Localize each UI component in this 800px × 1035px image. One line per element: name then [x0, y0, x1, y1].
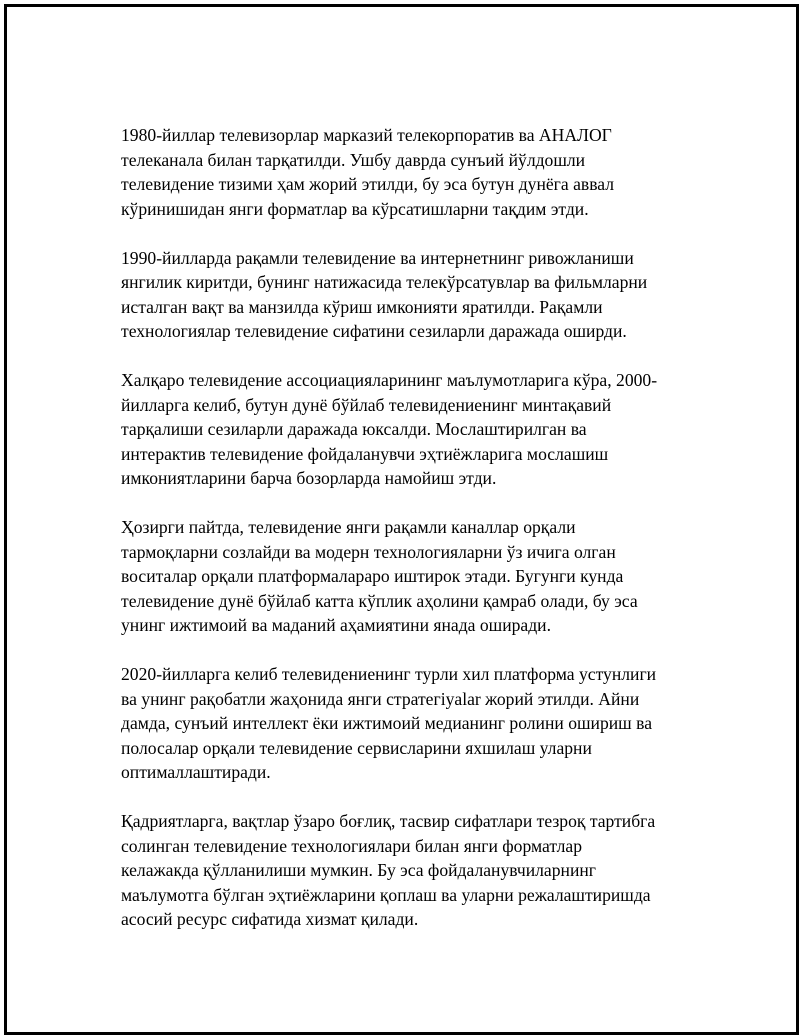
paragraph-5 [121, 662, 701, 785]
text-line: Қадриятларга, вақтлар ўзаро боғлиқ, тасвир сифатлари тезроқ тартибга [121, 811, 656, 831]
text-line: тармоқларни созлайди ва модерн технологияларни ўз ичига олган [121, 541, 616, 562]
text-line: унинг ижтимоий ва маданий аҳамиятини янада оширади. [121, 615, 551, 635]
paragraph-4 [121, 515, 701, 638]
text-line: Халқаро телевидение ассоциацияларининг маълумотларига кўра, 2000- [121, 370, 658, 390]
paragraph-3 [121, 368, 701, 491]
page-frame [4, 4, 799, 1035]
document-body [121, 123, 701, 956]
paragraph-2 [121, 246, 701, 344]
text-line: ва унинг рақобатли жаҳонида янги стратегіyalar жорий этилди. Айни [121, 688, 640, 709]
text-line: маълумотга бўлган эҳтиёжларини қоплаш ва уларни режалаштиришда [121, 884, 651, 905]
text-line: кўринишидан янги форматлар ва кўрсатишларни тақдим этди. [121, 198, 589, 219]
text-line: 2020-йилларга келиб телевидениенинг турли хил платформа устунлиги [121, 664, 657, 684]
text-line: солинган телевидение технологиялари билан янги форматлар [121, 835, 583, 856]
text-line: 1980-йиллар телевизорлар марказий телекорпоратив ва АНАЛОГ [121, 125, 612, 145]
text-line: полосалар орқали телевидение сервисларини яхшилаш уларни [121, 737, 592, 758]
text-line: имкониятларини барча бозорларда намойиш этди. [121, 468, 497, 488]
text-line: асосий ресурс сифатида хизмат қилади. [121, 909, 419, 929]
text-line: тарқалиши сезиларли даражада юксалди. Мослаштирилган ва [121, 419, 587, 439]
text-line: дамда, сунъий интеллект ёки ижтимоий медианинг ролини ошириш ва [121, 713, 653, 733]
paragraph-1 [121, 123, 701, 221]
text-line: йилларга келиб, бутун дунё бўйлаб телевидениенинг минтақавий [121, 394, 612, 415]
paragraph-6 [121, 809, 701, 932]
text-line: оптималлаштиради. [121, 762, 271, 782]
text-line: исталган вақт ва манзилда кўриш имконияти яратилди. Рақамли [121, 296, 603, 317]
text-line: воситалар орқали платформалараро иштирок этади. Бугунги кунда [121, 566, 624, 586]
text-line: Ҳозирги пайтда, телевидение янги рақамли каналлар орқали [121, 517, 576, 537]
text-line: телевидение дунё бўйлаб катта кўплик аҳолини қамраб олади, бу эса [121, 590, 638, 611]
text-line: телеканала билан тарқатилди. Ушбу даврда сунъий йўлдошли [121, 149, 586, 170]
text-line: 1990-йилларда рақамли телевидение ва интернетнинг ривожланиши [121, 247, 634, 268]
text-line: телевидение тизими ҳам жорий этилди, бу эса бутун дунёга аввал [121, 174, 615, 194]
text-line: келажакда қўлланилиши мумкин. Бу эса фойдаланувчиларнинг [121, 860, 597, 880]
text-line: технологиялар телевидение сифатини сезиларли даражада оширди. [121, 321, 627, 341]
text-line: интерактив телевидение фойдаланувчи эҳтиёжларига мослашиш [121, 443, 609, 464]
text-line: янгилик киритди, бунинг натижасида телекўрсатувлар ва фильмларни [121, 272, 648, 292]
